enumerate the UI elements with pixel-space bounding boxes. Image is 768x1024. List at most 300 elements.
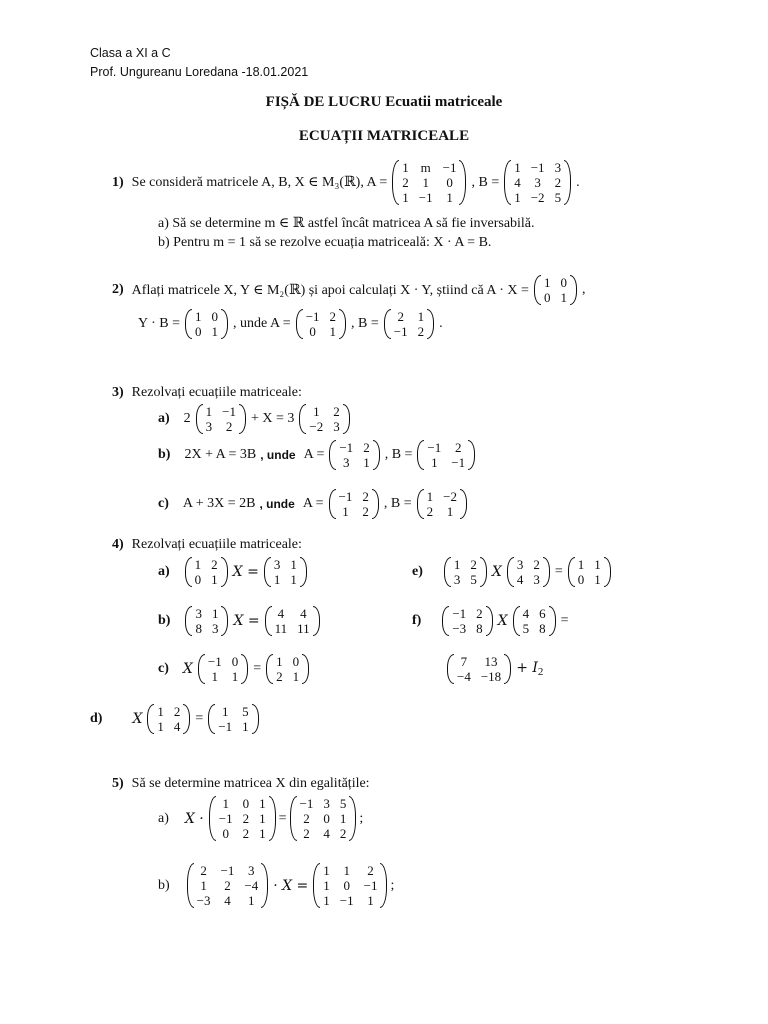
matrix-grid <box>215 704 251 734</box>
right-bracket <box>427 309 434 339</box>
matrix-cell: 2 <box>363 440 370 455</box>
equation-text: X <box>182 661 193 677</box>
matrix-cell: 2 <box>329 309 337 324</box>
right-bracket <box>241 654 248 684</box>
matrix-cell: −1 <box>418 190 433 205</box>
matrix-cell: 4 <box>173 719 181 734</box>
matrix-label: , B = <box>471 174 500 190</box>
equation-text: = <box>554 564 563 579</box>
punctuation: ; <box>390 877 395 893</box>
item-label: a) <box>158 411 170 426</box>
problem-2-number: 2) <box>112 282 124 297</box>
matrix-grid <box>391 309 427 339</box>
left-bracket <box>290 796 297 841</box>
matrix-cell: 2 <box>426 504 434 519</box>
problem-4f <box>412 606 571 636</box>
matrix-cell: 1 <box>560 290 567 305</box>
right-bracket <box>468 440 475 470</box>
matrix-cell: −1 <box>220 863 235 878</box>
matrix-cell: 4 <box>323 826 330 841</box>
matrix-cell: 1 <box>431 455 438 470</box>
problem-4-text: Rezolvați ecuațiile matriceale: <box>131 537 302 552</box>
matrix <box>187 863 269 908</box>
matrix-cell: 1 <box>200 878 207 893</box>
subscript: 2 <box>537 666 544 678</box>
matrix-cell: −1 <box>305 309 320 324</box>
worksheet-title: FIȘĂ DE LUCRU Ecuatii matriceale <box>265 94 503 110</box>
matrix-cell: −1 <box>218 719 233 734</box>
item-label: a) <box>158 564 170 579</box>
matrix-cell: 1 <box>205 404 213 419</box>
left-bracket <box>568 557 575 587</box>
matrix-cell: 2 <box>211 557 218 572</box>
item-label: c) <box>158 496 169 511</box>
matrix-cell: 2 <box>225 419 233 434</box>
matrix-cell: 0 <box>292 654 300 669</box>
left-bracket <box>296 309 303 339</box>
right-bracket <box>480 557 487 587</box>
matrix <box>513 606 556 636</box>
matrix-cell: 1 <box>514 160 521 175</box>
matrix-cell: 1 <box>402 190 409 205</box>
right-bracket <box>380 863 387 908</box>
matrix-cell: 1 <box>290 572 297 587</box>
problem-4d <box>90 704 262 734</box>
matrix <box>329 440 379 470</box>
right-bracket <box>261 863 268 908</box>
matrix-cell: 1 <box>446 190 453 205</box>
matrix-grid <box>514 557 543 587</box>
matrix-cell: 1 <box>211 606 219 621</box>
matrix-cell: −3 <box>196 893 211 908</box>
matrix-cell: 3 <box>195 606 202 621</box>
matrix-cell: 2 <box>339 826 347 841</box>
matrix-cell: 1 <box>422 175 429 190</box>
matrix-cell: 11 <box>297 621 310 636</box>
matrix-cell: 1 <box>222 796 229 811</box>
matrix-cell: 1 <box>211 572 218 587</box>
problem-2 <box>112 275 587 305</box>
matrix <box>392 160 466 205</box>
matrix-cell: 4 <box>300 606 307 621</box>
matrix-grid <box>424 440 468 470</box>
item-label: f) <box>412 613 422 628</box>
matrix-cell: 3 <box>333 419 340 434</box>
matrix-cell: 3 <box>211 621 219 636</box>
matrix-cell: −1 <box>338 489 353 504</box>
matrix-cell: −18 <box>480 669 502 684</box>
matrix-grid <box>273 654 302 684</box>
equation-text: A + 3X = 2B <box>182 496 256 511</box>
matrix-cell: 1 <box>453 557 461 572</box>
matrix-cell: −2 <box>443 489 457 504</box>
equation-text: 2X + A = 3B <box>184 447 257 462</box>
matrix <box>507 557 550 587</box>
item-label: b) <box>158 877 170 893</box>
matrix-cell: −2 <box>309 419 324 434</box>
matrix-grid <box>320 863 380 908</box>
matrix-cell: 1 <box>329 324 337 339</box>
matrix <box>442 606 492 636</box>
matrix <box>198 654 248 684</box>
matrix-cell: −1 <box>452 606 467 621</box>
unde-text: , unde <box>259 497 295 511</box>
left-bracket <box>392 160 399 205</box>
matrix <box>417 489 467 519</box>
matrix-cell: 0 <box>577 572 585 587</box>
right-bracket <box>349 796 356 841</box>
matrix-cell: 4 <box>516 572 524 587</box>
matrix-cell: 1 <box>259 826 266 841</box>
matrix-cell: 0 <box>195 324 202 339</box>
matrix-cell: 0 <box>560 275 567 290</box>
worksheet-subtitle: ECUAȚII MATRICEALE <box>298 128 470 144</box>
matrix-cell: 7 <box>460 654 468 669</box>
matrix-cell: 0 <box>543 290 551 305</box>
matrix-grid <box>520 606 549 636</box>
matrix-cell: 1 <box>363 455 370 470</box>
matrix-cell: 2 <box>397 309 404 324</box>
problem-5-number: 5) <box>112 776 124 791</box>
matrix <box>185 606 228 636</box>
matrix <box>185 557 228 587</box>
matrix <box>444 557 487 587</box>
right-bracket <box>543 557 550 587</box>
matrix <box>147 704 190 734</box>
matrix-cell: 1 <box>292 669 300 684</box>
matrix-grid <box>192 309 221 339</box>
matrix-cell: 1 <box>157 704 164 719</box>
matrix <box>534 275 577 305</box>
left-bracket <box>187 863 194 908</box>
equation-text: , B = <box>383 496 412 511</box>
matrix-cell: 1 <box>313 404 320 419</box>
matrix-cell: m <box>420 160 431 175</box>
left-bracket <box>447 654 454 684</box>
matrix-cell: 11 <box>274 621 288 636</box>
right-bracket <box>486 606 493 636</box>
problem-5a <box>158 796 363 841</box>
left-bracket <box>185 606 192 636</box>
right-bracket <box>300 557 307 587</box>
left-bracket <box>299 404 306 434</box>
left-bracket <box>417 489 424 519</box>
matrix-cell: 5 <box>554 190 562 205</box>
left-bracket <box>265 606 272 636</box>
matrix-cell: 3 <box>516 557 524 572</box>
item-label: e) <box>412 564 423 579</box>
problem-4e <box>412 557 614 587</box>
matrix-cell: 1 <box>594 557 601 572</box>
problem-3b <box>158 440 478 470</box>
equation-text: = <box>195 711 204 726</box>
matrix-grid <box>336 440 372 470</box>
matrix-cell: 1 <box>402 160 409 175</box>
matrix <box>296 309 346 339</box>
left-bracket <box>185 309 192 339</box>
left-bracket <box>417 440 424 470</box>
matrix-grid <box>192 606 221 636</box>
matrix-cell: −1 <box>339 893 354 908</box>
matrix-cell: −1 <box>207 654 222 669</box>
item-label: b) <box>158 613 171 628</box>
matrix-grid <box>575 557 604 587</box>
right-bracket <box>372 489 379 519</box>
equation-text: A = <box>303 447 325 462</box>
matrix-cell: −1 <box>299 796 314 811</box>
right-bracket <box>313 606 320 636</box>
matrix-cell: 1 <box>195 309 202 324</box>
matrix-cell: 3 <box>273 557 281 572</box>
left-bracket <box>208 704 215 734</box>
equation-text: , B = <box>351 316 379 331</box>
equation-text: , B = <box>384 447 413 462</box>
matrix-cell: −3 <box>452 621 467 636</box>
matrix-cell: 0 <box>194 572 202 587</box>
matrix <box>417 440 475 470</box>
matrix-cell: 2 <box>303 826 310 841</box>
equation-text: + X = 3 <box>251 411 295 426</box>
left-bracket <box>209 796 216 841</box>
matrix-cell: 2 <box>303 811 310 826</box>
right-bracket <box>239 404 246 434</box>
matrix-cell: 4 <box>514 175 521 190</box>
problem-1 <box>112 160 582 205</box>
problem-5 <box>112 776 372 792</box>
equation-text: X <box>491 564 502 580</box>
matrix-cell: 3 <box>533 572 540 587</box>
left-bracket <box>507 557 514 587</box>
equation-text: X = <box>232 564 259 580</box>
matrix <box>208 704 258 734</box>
right-bracket <box>269 796 276 841</box>
matrix-cell: 0 <box>242 796 250 811</box>
equation-text: = <box>253 661 262 676</box>
matrix-cell: 1 <box>446 504 454 519</box>
equation-text: = <box>560 613 569 628</box>
matrix-cell: 1 <box>323 863 330 878</box>
matrix-grid <box>399 160 459 205</box>
matrix-cell: 1 <box>323 878 330 893</box>
matrix-cell: −1 <box>393 324 408 339</box>
matrix-cell: 1 <box>231 669 239 684</box>
matrix-grid <box>194 863 262 908</box>
right-bracket <box>221 606 228 636</box>
matrix-cell: 1 <box>211 324 218 339</box>
right-bracket <box>221 309 228 339</box>
matrix-cell: 1 <box>367 893 374 908</box>
left-bracket <box>442 606 449 636</box>
matrix-grid <box>454 654 504 684</box>
equation-text: X <box>132 711 143 727</box>
problem-3-text: Rezolvați ecuațiile matriceale: <box>131 385 302 400</box>
matrix-cell: 8 <box>539 621 546 636</box>
problem-1a: a) Să se determine m ∈ ℝ astfel încât matricea A să fie inversabilă. <box>158 216 535 231</box>
matrix-cell: 5 <box>339 796 347 811</box>
problem-3a <box>158 404 353 434</box>
left-bracket <box>147 704 154 734</box>
matrix <box>266 654 309 684</box>
matrix-cell: −4 <box>244 878 259 893</box>
right-bracket <box>504 654 511 684</box>
matrix-cell: 1 <box>577 557 585 572</box>
matrix-grid <box>449 606 485 636</box>
matrix-cell: 0 <box>446 175 453 190</box>
matrix <box>568 557 611 587</box>
punctuation: . <box>439 316 443 331</box>
matrix-cell: 2 <box>533 557 540 572</box>
matrix-grid <box>272 606 313 636</box>
matrix-cell: 2 <box>362 504 369 519</box>
matrix-cell: 1 <box>543 275 551 290</box>
equation-text: , unde A = <box>233 316 291 331</box>
left-bracket <box>313 863 320 908</box>
problem-4c <box>158 654 312 684</box>
matrix <box>290 796 357 841</box>
matrix <box>209 796 276 841</box>
matrix-cell: 2 <box>276 669 283 684</box>
equation-text: Y · B = <box>138 316 180 331</box>
matrix-cell: −1 <box>218 811 233 826</box>
matrix-cell: −2 <box>530 190 545 205</box>
matrix-cell: 8 <box>476 621 483 636</box>
right-bracket <box>221 557 228 587</box>
matrix-cell: 0 <box>343 878 350 893</box>
matrix-cell: 8 <box>195 621 202 636</box>
matrix-cell: 0 <box>323 811 330 826</box>
matrix <box>196 404 246 434</box>
matrix-grid <box>424 489 460 519</box>
matrix-cell: 2 <box>200 863 207 878</box>
matrix-grid <box>336 489 372 519</box>
matrix-cell: 2 <box>224 878 231 893</box>
matrix-cell: 1 <box>343 863 350 878</box>
matrix-cell: 3 <box>554 160 562 175</box>
right-bracket <box>373 440 380 470</box>
matrix-grid <box>451 557 480 587</box>
left-bracket <box>329 440 336 470</box>
matrix-cell: 3 <box>453 572 461 587</box>
left-bracket <box>185 557 192 587</box>
matrix-cell: 5 <box>470 572 477 587</box>
problem-4a <box>158 557 310 587</box>
matrix-cell: −4 <box>457 669 471 684</box>
matrix-grid <box>192 557 221 587</box>
right-bracket <box>302 654 309 684</box>
matrix-cell: 1 <box>417 309 425 324</box>
problem-3c <box>158 489 470 519</box>
matrix-grid <box>511 160 564 205</box>
punctuation: , <box>581 282 586 297</box>
equation-text: 2 <box>183 411 191 426</box>
left-bracket <box>384 309 391 339</box>
matrix-cell: −1 <box>530 160 545 175</box>
problem-2-line2 <box>136 309 445 339</box>
right-bracket <box>460 489 467 519</box>
right-bracket <box>343 404 350 434</box>
left-bracket <box>513 606 520 636</box>
matrix-cell: 2 <box>173 704 181 719</box>
punctuation: . <box>576 174 580 190</box>
matrix-cell: 5 <box>242 704 249 719</box>
right-bracket <box>339 309 346 339</box>
right-bracket <box>549 606 556 636</box>
problem-4b <box>158 606 323 636</box>
left-bracket <box>329 489 336 519</box>
matrix-cell: 3 <box>343 455 350 470</box>
matrix <box>447 654 511 684</box>
class-line: Clasa a XI a C <box>90 46 171 60</box>
left-bracket <box>264 557 271 587</box>
matrix-cell: 1 <box>514 190 521 205</box>
matrix-cell: 2 <box>362 489 369 504</box>
matrix-cell: 0 <box>231 654 239 669</box>
right-bracket <box>564 160 571 205</box>
right-bracket <box>459 160 466 205</box>
matrix-cell: 2 <box>242 826 250 841</box>
problem-5b <box>158 863 394 908</box>
problem-1-text: Se consideră matricele A, B, X ∈ M₃(ℝ), A = <box>131 175 388 190</box>
matrix-cell: −1 <box>427 440 442 455</box>
teacher-line: Prof. Ungureanu Loredana -18.01.2021 <box>90 65 309 79</box>
matrix-cell: 1 <box>323 893 330 908</box>
matrix-cell: 1 <box>194 557 202 572</box>
matrix <box>313 863 387 908</box>
matrix-cell: 2 <box>470 557 477 572</box>
matrix-cell: 1 <box>157 719 164 734</box>
matrix-cell: 13 <box>484 654 498 669</box>
matrix-cell: 1 <box>342 504 349 519</box>
left-bracket <box>266 654 273 684</box>
matrix <box>504 160 571 205</box>
matrix-grid <box>205 654 241 684</box>
matrix-grid <box>297 796 350 841</box>
matrix <box>265 606 320 636</box>
matrix-cell: −1 <box>442 160 457 175</box>
matrix-cell: 2 <box>242 811 250 826</box>
matrix-grid <box>216 796 269 841</box>
matrix-cell: 1 <box>273 572 281 587</box>
matrix-cell: 0 <box>222 826 229 841</box>
problem-1-number: 1) <box>112 174 124 190</box>
left-bracket <box>534 275 541 305</box>
matrix-cell: 3 <box>534 175 541 190</box>
matrix-cell: −1 <box>363 878 378 893</box>
problem-5-text: Să se determine matricea X din egalitățile: <box>131 776 370 791</box>
matrix-cell: 2 <box>367 863 374 878</box>
matrix <box>299 404 349 434</box>
matrix-cell: 6 <box>539 606 546 621</box>
punctuation: ; <box>359 810 364 826</box>
problem-4 <box>112 537 304 553</box>
matrix-cell: 4 <box>224 893 231 908</box>
matrix-cell: 5 <box>522 621 530 636</box>
matrix-cell: 0 <box>309 324 316 339</box>
matrix-grid <box>271 557 300 587</box>
left-bracket <box>504 160 511 205</box>
matrix-cell: 1 <box>426 489 434 504</box>
matrix-grid <box>306 404 342 434</box>
right-bracket <box>252 704 259 734</box>
matrix-grid <box>303 309 339 339</box>
matrix-cell: 2 <box>554 175 562 190</box>
right-bracket <box>570 275 577 305</box>
matrix-cell: 4 <box>522 606 530 621</box>
problem-4f-line2 <box>444 654 545 684</box>
matrix-cell: 3 <box>323 796 330 811</box>
matrix-grid <box>203 404 239 434</box>
matrix-cell: 1 <box>259 796 266 811</box>
